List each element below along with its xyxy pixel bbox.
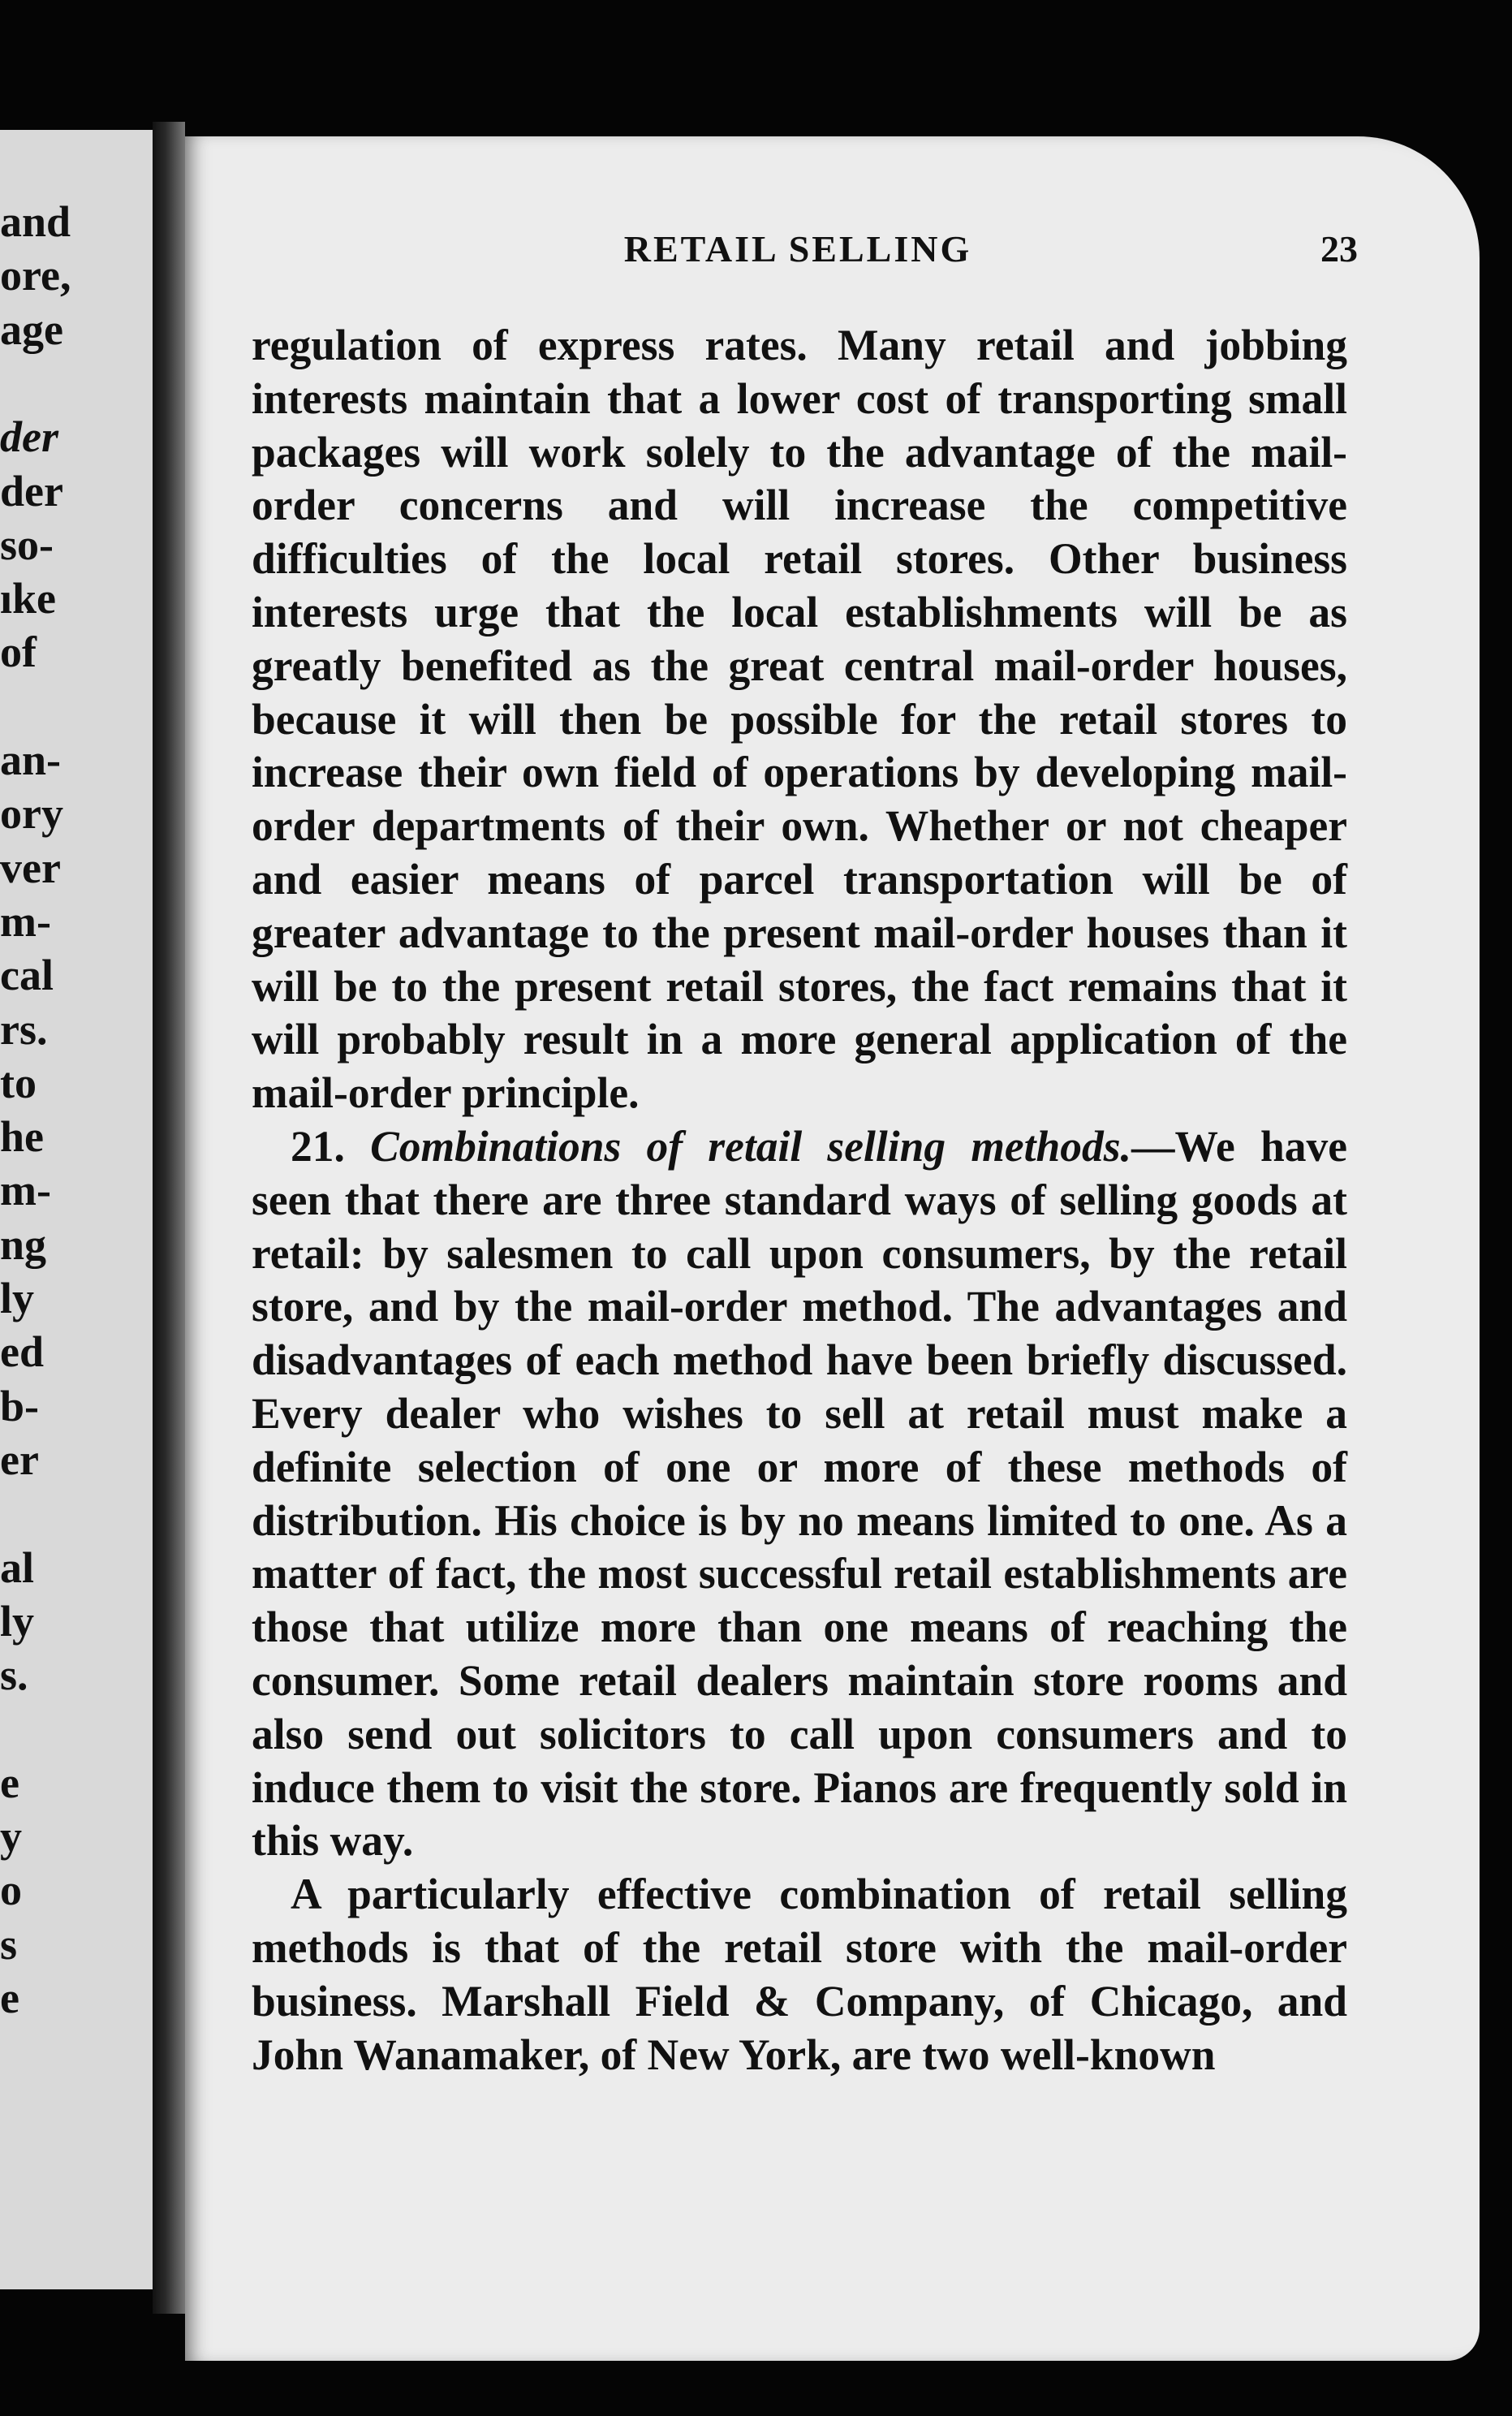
left-page-fragment: ly [0, 1596, 35, 1646]
left-page-fragment: s. [0, 1650, 28, 1700]
left-page-fragment: b- [0, 1381, 40, 1430]
book-page [185, 136, 1480, 2361]
left-page-fragment: to [0, 1058, 37, 1107]
left-page-fragment: ng [0, 1219, 47, 1269]
left-page-fragment: er [0, 1434, 39, 1484]
left-page-fragment: ıke [0, 574, 57, 623]
book-gutter [153, 122, 185, 2314]
left-page-fragment: ed [0, 1327, 44, 1377]
running-title: RETAIL SELLING [623, 228, 972, 270]
left-page-fragment: s [0, 1919, 18, 1969]
body-text [252, 319, 1347, 2082]
left-page-fragment: so- [0, 520, 54, 569]
left-page-fragment: m- [0, 896, 51, 946]
left-page-fragment: m- [0, 1166, 51, 1215]
left-page-fragment: ver [0, 843, 61, 892]
left-page-fragment: age [0, 304, 63, 354]
left-page-fragment: he [0, 1112, 44, 1162]
left-page-fragment: of [0, 628, 37, 677]
section-title: Combinations of retail selling methods. [370, 1121, 1131, 1171]
left-page-fragment: e [0, 1973, 19, 2022]
section-number: 21. [291, 1121, 345, 1171]
left-page-fragment: o [0, 1866, 22, 1915]
running-head [185, 227, 1480, 284]
left-page-fragment: cal [0, 951, 54, 1000]
left-page-fragment: e [0, 1758, 19, 1807]
paragraph-1: regulation of express rates. Many retail and jobbing interests maintain that a lower cost of transporting small packages will work solely to the advantage of the mail-order concerns and will increase the competitive difficulties of the local retail stores. Other business interests urge that the local establishments will be as greatly benefited as the great central mail-order houses, because it will then be possible for the retail stores to increase their own field of operations by developing mail-order departments of their own. Whether or not cheaper and easier means of parcel transportation will be of greater advantage to the present mail-order houses than it will be to the present retail stores, the fact remains that it will probably result in a more general application of the mail-order principle. [252, 321, 1347, 1118]
left-page-fragment: an- [0, 736, 62, 784]
left-page-fragment: and [0, 197, 71, 246]
left-page-fragment: ory [0, 789, 63, 839]
left-page-fragment: der [0, 466, 63, 516]
left-page-fragment: y [0, 1812, 22, 1861]
paragraph-2 [252, 1120, 1347, 1868]
paragraph-3: A particularly effective combination of retail selling methods is that of the retail store with the mail-order business. Marshall Field & Company, of Chicago, and John Wanamaker, of New York, are two well-known [252, 1870, 1347, 2079]
left-page-fragment: ore, [0, 251, 71, 300]
paragraph-2-text: —We have seen that there are three standard ways of selling goods at retail: by salesmen to call upon consumers, by the retail store, and by the mail-order method. The advantages and disadvantages of each method have been briefly discussed. Every dealer who wishes to sell at retail must make a definite selection of one or more of these methods of distribution. His choice is by no means limited to one. As a matter of fact, the most successful retail establishments are those that utilize more than one means of reaching the consumer. Some retail dealers maintain store rooms and also send out solicitors to call upon consumers and to induce them to visit the store. Pianos are frequently sold in this way. [252, 1121, 1348, 1866]
left-page-fragment: rs. [0, 1004, 48, 1054]
left-page-fragment: ly [0, 1274, 35, 1322]
left-page-fragment: der [0, 412, 58, 462]
previous-page-edge [0, 130, 153, 2289]
page-number: 23 [1320, 228, 1358, 270]
left-page-fragment: al [0, 1542, 35, 1592]
